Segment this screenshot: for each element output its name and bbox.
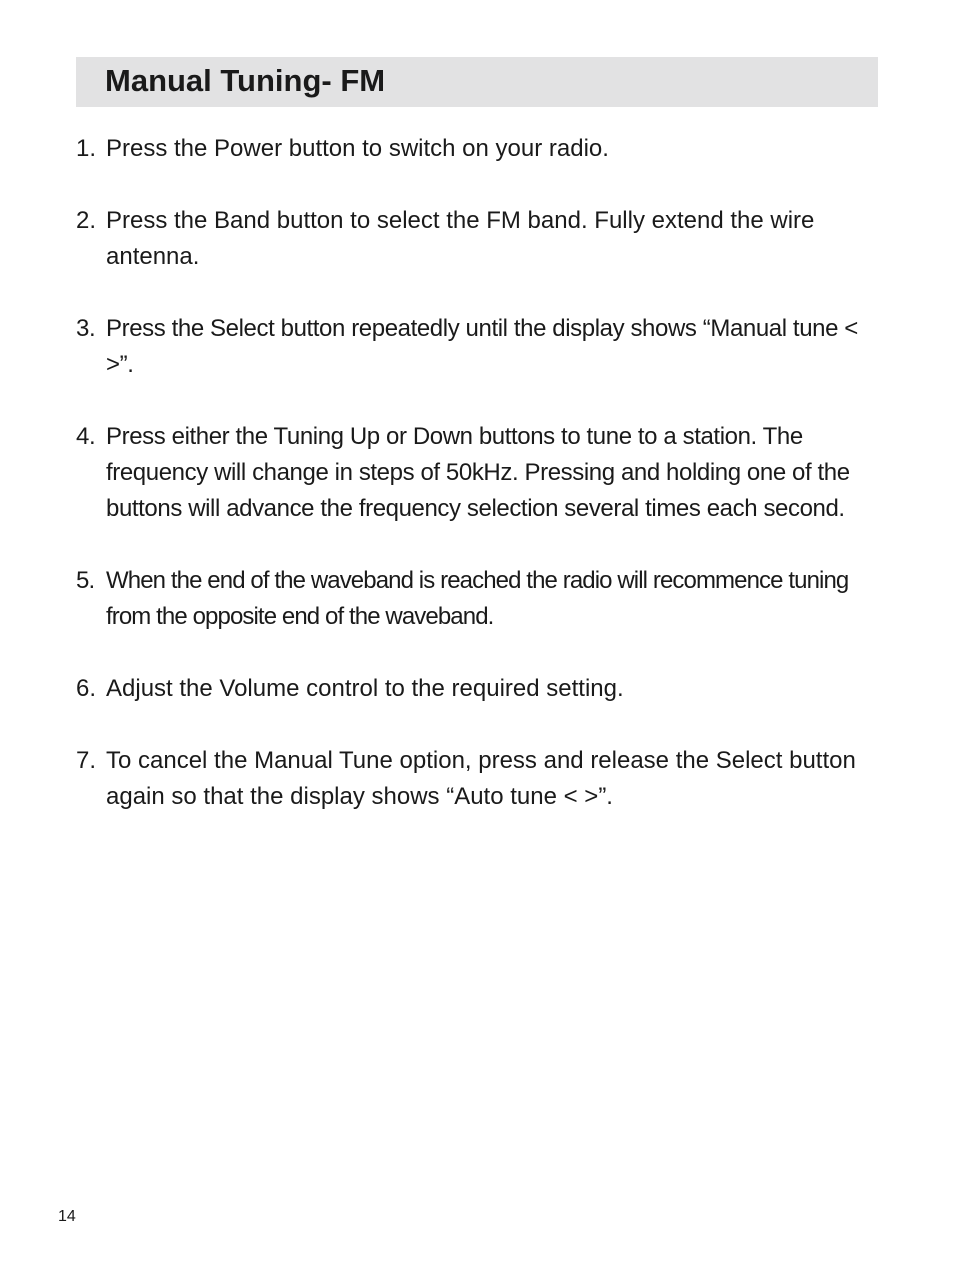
step-text: When the end of the waveband is reached the radio will recommence tuning from the opposite end of the waveband. xyxy=(106,567,849,630)
step-text: Press the Band button to select the FM band. Fully extend the wire antenna. xyxy=(106,207,815,270)
instruction-list xyxy=(76,131,882,851)
list-item xyxy=(76,743,882,815)
list-item xyxy=(76,563,882,635)
list-item xyxy=(76,131,882,167)
step-number: 3. xyxy=(76,315,96,342)
step-text: Press either the Tuning Up or Down buttons to tune to a station. The frequency will change in steps of 50kHz. Pressing and holding one of the buttons will advance the frequency selection several times each second. xyxy=(106,423,850,522)
list-item xyxy=(76,419,882,527)
step-number: 5. xyxy=(76,567,95,594)
page-number: 14 xyxy=(58,1208,76,1225)
step-number: 6. xyxy=(76,675,97,702)
step-number: 2. xyxy=(76,207,97,234)
section-header xyxy=(76,57,878,107)
step-number: 4. xyxy=(76,423,96,450)
list-item xyxy=(76,311,882,383)
step-text: Adjust the Volume control to the required setting. xyxy=(106,675,624,702)
page-title: Manual Tuning- FM xyxy=(105,63,386,98)
step-text: Press the Select button repeatedly until the display shows “Manual tune < >”. xyxy=(106,315,858,378)
step-text: Press the Power button to switch on your radio. xyxy=(106,135,609,162)
step-number: 7. xyxy=(76,747,97,774)
list-item xyxy=(76,203,882,275)
step-number: 1. xyxy=(76,135,97,162)
list-item xyxy=(76,671,882,707)
step-text: To cancel the Manual Tune option, press and release the Select button again so that the display shows “Auto tune < >”. xyxy=(106,747,856,810)
